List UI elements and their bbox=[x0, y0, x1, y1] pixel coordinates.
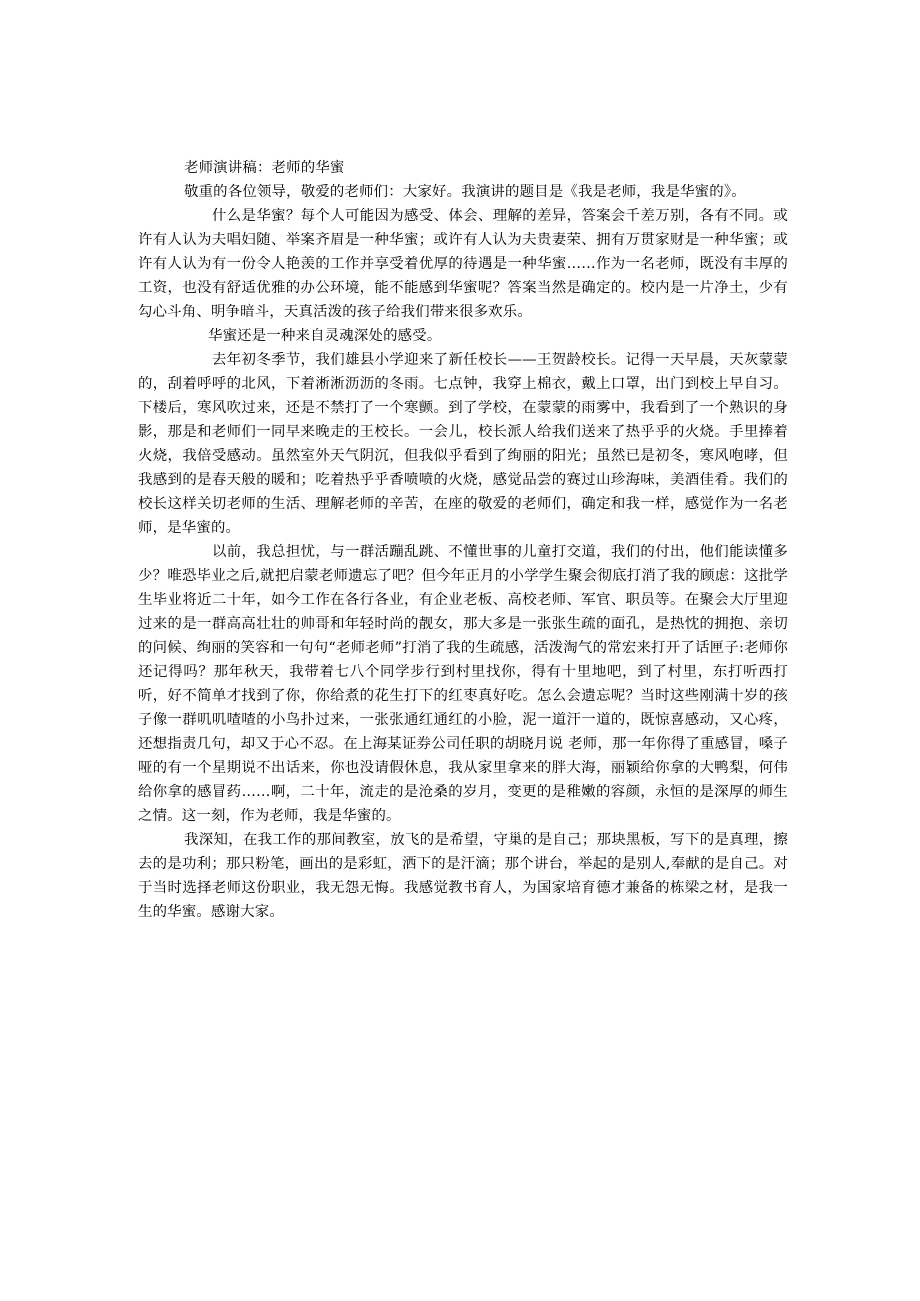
paragraph-principal-story: 去年初冬季节，我们雄县小学迎来了新任校长——王贺龄校长。记得一天早晨，天灰蒙蒙的，刮着呼呼的北风，下着淅淅沥沥的冬雨。七点钟，我穿上棉衣，戴上口罩，出门到校上早自习。下楼后，寒风吹过来，还是不禁打了一个寒颤。到了学校，在蒙蒙的雨雾中，我看到了一个熟识的身影，那是和老师们一同早来晚走的王校长。一会儿，校长派人给我们送来了热乎乎的火烧。手里捧着火烧，我倍受感动。虽然室外天气阴沉，但我似乎看到了绚丽的阳光；虽然已是初冬，寒风咆哮，但我感到的是春天般的暖和；吃着热乎乎香喷喷的火烧，感觉品尝的赛过山珍海味，美酒佳肴。我们的校长这样关切老师的生活、理解老师的辛苦，在座的敬爱的老师们，确定和我一样，感觉作为一名老师，是华蜜的。 bbox=[138, 352, 788, 536]
speech-body bbox=[138, 156, 788, 924]
paragraph-what-is-happiness: 什么是华蜜？每个人可能因为感受、体会、理解的差异，答案会千差万别，各有不同。或许有人认为夫唱妇随、举案齐眉是一种华蜜；或许有人认为夫贵妻荣、拥有万贯家财是一种华蜜；或许有人认为有一份令人艳羡的工作并享受着优厚的待遇是一种华蜜……作为一名老师，既没有丰厚的工资，也没有舒适优雅的办公环境，能不能感到华蜜呢？答案当然是确定的。校内是一片净土，少有勾心斗角、明争暗斗，天真活泼的孩子给我们带来很多欢乐。 bbox=[138, 208, 788, 320]
paragraph-conclusion: 我深知，在我工作的那间教室，放飞的是希望，守巢的是自己；那块黑板，写下的是真理，擦去的是功利；那只粉笔，画出的是彩虹，洒下的是汗滴；那个讲台，举起的是别人,奉献的是自己。对于当时选择老师这份职业，我无怨无悔。我感觉教书育人，为国家培育德才兼备的栋梁之材，是我一生的华蜜。感谢大家。 bbox=[138, 832, 788, 920]
paragraph-salutation: 敬重的各位领导，敬爱的老师们：大家好。我演讲的题目是《我是老师，我是华蜜的》。 bbox=[184, 184, 746, 200]
paragraph-soul-feeling: 华蜜还是一种来自灵魂深处的感受。 bbox=[208, 328, 442, 344]
document-title: 老师演讲稿：老师的华蜜 bbox=[184, 160, 345, 176]
paragraph-student-reunion: 以前，我总担忧，与一群活蹦乱跳、不懂世事的儿童打交道，我们的付出，他们能读懂多少？唯恐毕业之后,就把启蒙老师遗忘了吧？但今年正月的小学学生聚会彻底打消了我的顾虑：这批学生毕业将近二十年，如今工作在各行各业，有企业老板、高校老师、军官、职员等。在聚会大厅里迎过来的是一群高高壮壮的帅哥和年轻时尚的靓女，那大多是一张张生疏的面孔，是热忱的拥抱、亲切的问候、绚丽的笑容和一句句“老师老师”打消了我的生疏感，活泼淘气的常宏来打开了话匣子:老师你还记得吗？那年秋天，我带着七八个同学步行到村里找你，得有十里地吧，到了村里，东打听西打听，好不简单才找到了你，你给煮的花生打下的红枣真好吃。怎么会遗忘呢？当时这些刚满十岁的孩子像一群叽叽喳喳的小鸟扑过来，一张张通红通红的小脸，泥一道汗一道的，既惊喜感动，又心疼，还想指责几句，却又于心不忍。在上海某证券公司任职的胡晓月说 老师，那一年你得了重感冒，嗓子哑的有一个星期说不出话来，你也没请假休息，我从家里拿来的胖大海，丽颖给你拿的大鸭梨，何伟给你拿的感冒药……啊，二十年，流走的是沧桑的岁月，变更的是稚嫩的容颜，永恒的是深厚的师生之情。这一刻，作为老师，我是华蜜的。 bbox=[138, 544, 788, 824]
